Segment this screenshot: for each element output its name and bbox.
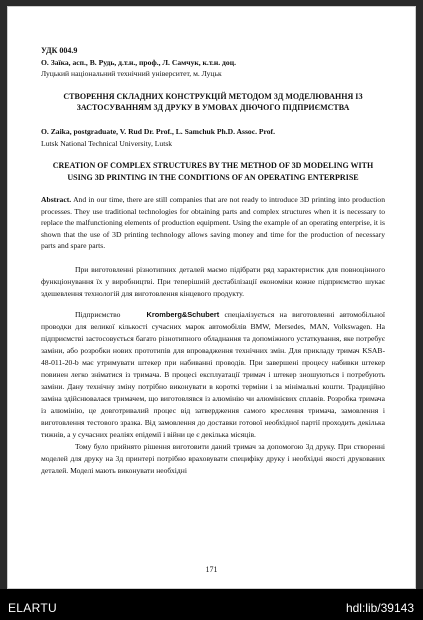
repository-name: ELARTU xyxy=(8,601,57,615)
document-page xyxy=(7,6,416,589)
paragraph-2-start: Підприємство xyxy=(75,309,121,319)
authors-ukrainian: О. Заїка, асп., В. Рудь, д.т.н., проф., Л. Самчук, к.т.н. доц. xyxy=(41,58,236,68)
abstract xyxy=(41,194,385,252)
authors-english: O. Zaika, postgraduate, V. Rud Dr. Prof., L. Samchuk Ph.D. Assoc. Prof. xyxy=(41,126,275,136)
paragraph-2-rest: спеціалізується на виготовленні автомобільної проводки для великої кількості сучасних марок автомобілів BMW, Mersedes, MAN, Volkswagen. На підприємстві застосовується багато різнотипного обладнання та допоміжного устаткування, яке потребує заміни, або розробки нових прототипів для впровадження технічних змін. Для прикладу тримач KSAB-48-011-20-b має утримувати штекер при набиванні проводів. При завершені процесу набивки штекер повинен легко зніматися із тримача. В процесі експлуатації тримач і штекер зношуються і потребують заміни. Дану технічну зміну потрібно виконувати в короткі терміни і за мінімальні кошти. Традиційно заміна здійснювалася тримачем, що виготовлявся із алюмінію чи алюмінієвих сплавів. Розробка тримача із алюмінію, це довготривалий процес від затвердження самого креслення тримача, замовлення і виготовлення тестового зразка. Від замовлення до доставки готової необхідної партії проходить декілька тижнів, а у сучасних реаліях епідемії і війни це є декілька місяців. xyxy=(41,309,385,439)
affiliation-ukrainian: Луцький національний технічний університет, м. Луцьк xyxy=(41,69,222,79)
affiliation-english: Lutsk National Technical University, Lutsk xyxy=(41,138,173,148)
page-content xyxy=(41,45,385,477)
abstract-label: Abstract. xyxy=(41,195,72,205)
body-paragraph-3: Тому було прийнято рішення виготовити даний тримач за допомогою 3д друку. При створенні моделей для друку на 3д принтері потрібно враховувати специфіку друку і необхідні якості друкованих деталей. Моделі мають виконувати необхідні xyxy=(41,441,385,475)
repository-footer xyxy=(0,589,423,620)
body-paragraph-2 xyxy=(41,309,385,441)
title-english: CREATION OF COMPLEX STRUCTURES BY THE METHOD OF 3D MODELING WITH USING 3D PRINTING IN THE CONDITIONS OF AN OPERATING ENTERPRISE xyxy=(52,161,374,182)
body-paragraph-1: При виготовленні різнотипних деталей маємо підібрати ряд характеристик для повноцінного функціонування їх у виробництві. При теперішній дестабілізації економіки кожне підприємство шукає здешевлення технологій для виготовлення кінцевого продукту. xyxy=(41,264,385,298)
handle-link[interactable]: hdl:lib/39143 xyxy=(345,601,414,615)
page-number: 171 xyxy=(205,565,218,574)
company-name: Kromberg&Schubert xyxy=(146,309,220,319)
title-ukrainian: СТВОРЕННЯ СКЛАДНИХ КОНСТРУКЦІЙ МЕТОДОМ 3Д МОДЕЛЮВАННЯ ІЗ ЗАСТОСУВАННЯМ 3Д ДРУКУ В УМОВАХ ДІЮЧОГО ПІДПРИЄМСТВА xyxy=(63,91,363,113)
udc-code: УДК 004.9 xyxy=(41,46,78,55)
abstract-text: And in our time, there are still companies that are not ready to introduce 3D printing into production processes. They use traditional technologies for obtaining parts and complex structures when it is necessary to replace the malfunctioning elements of production equipment. Using the example of an operating enterprise, it is shown that the use of 3D printing technology allows saving money and time for the production of necessary parts and spare parts. xyxy=(41,195,386,251)
